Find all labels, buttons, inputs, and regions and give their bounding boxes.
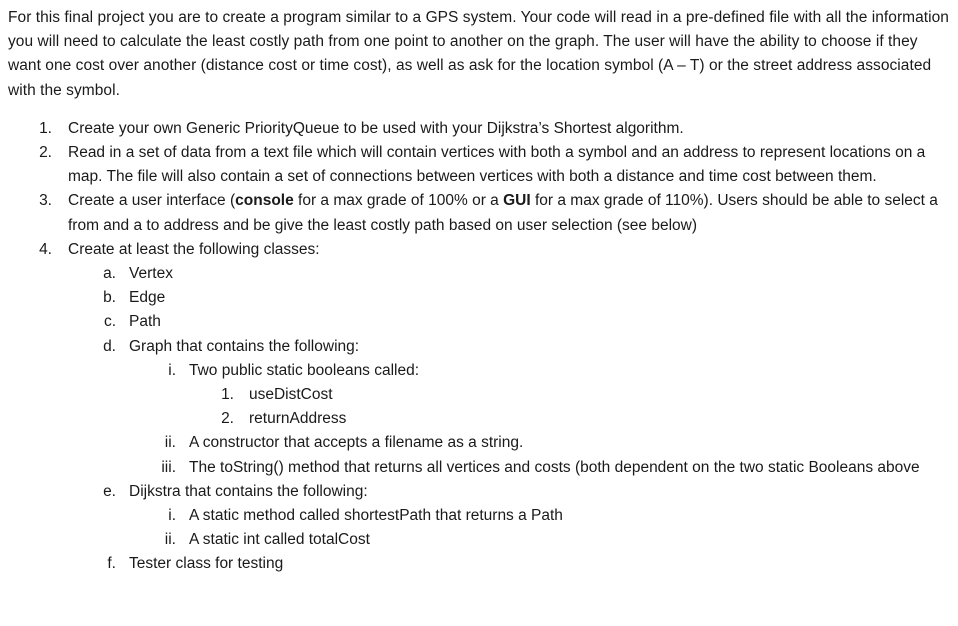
- dijkstra-item: [8, 504, 952, 528]
- list-letter: c.: [103, 313, 116, 331]
- class-item-path: [8, 310, 952, 334]
- list-letter: d.: [103, 337, 116, 355]
- list-letter: b.: [103, 289, 116, 307]
- list-number: 1.: [221, 386, 234, 404]
- list-item-text: Graph that contains the following:: [129, 337, 360, 355]
- requirements-list: [8, 117, 952, 577]
- list-item-text: useDistCost: [249, 386, 333, 404]
- list-letter: a.: [103, 265, 116, 283]
- bold-console: console: [235, 192, 294, 210]
- graph-item: [8, 359, 952, 383]
- list-item-text: Dijkstra that contains the following:: [129, 482, 368, 500]
- list-item: [8, 238, 952, 262]
- list-number: 3.: [39, 192, 52, 210]
- list-item-text: returnAddress: [249, 410, 347, 428]
- text-segment: for a max grade of 100% or a: [293, 192, 504, 210]
- text-segment: Create a user interface (: [68, 192, 236, 210]
- document: [8, 6, 952, 577]
- class-item-edge: [8, 286, 952, 310]
- intro-paragraph: For this final project you are to create a program similar to a GPS system. Your code will read in a pre-defined file with all the information you will need to calculate the least costly path from one point to another on the graph. The user will have the ability to choose if they want one cost over another (distance cost or time cost), as well as ask for the location symbol (A – T) or the street address associated with the symbol.: [8, 9, 949, 99]
- boolean-item: [8, 407, 952, 431]
- list-item-text: Tester class for testing: [129, 555, 284, 573]
- class-item-tester: [8, 552, 952, 576]
- bold-gui: GUI: [503, 192, 531, 210]
- list-item-text: Read in a set of data from a text file which will contain vertices with both a symbol and an address to represent locations on a map. The file will also contain a set of connections between vertices with both a distance and time cost between them.: [68, 144, 926, 186]
- list-item: [8, 189, 952, 237]
- list-roman: iii.: [161, 458, 176, 476]
- list-item-text: Two public static booleans called:: [189, 361, 420, 379]
- list-item-text: Vertex: [129, 265, 173, 283]
- list-item-text: The toString() method that returns all vertices and costs (both dependent on the two static Booleans above: [189, 458, 920, 476]
- list-number: 1.: [39, 119, 52, 137]
- list-item-text: Create your own Generic PriorityQueue to be used with your Dijkstra’s Shortest algorithm.: [68, 119, 684, 137]
- graph-item: [8, 456, 952, 480]
- list-item-text: Edge: [129, 289, 166, 307]
- list-item-text: A static int called totalCost: [189, 531, 370, 549]
- class-item-dijkstra: [8, 480, 952, 504]
- list-item-text: A constructor that accepts a filename as a string.: [189, 434, 524, 452]
- list-number: 2.: [221, 410, 234, 428]
- list-item-text: [68, 192, 938, 233]
- list-letter: f.: [107, 555, 116, 573]
- list-roman: ii.: [164, 531, 176, 549]
- list-letter: e.: [103, 482, 116, 500]
- list-item: [8, 141, 952, 189]
- list-number: 4.: [39, 240, 52, 258]
- list-roman: ii.: [164, 434, 176, 452]
- boolean-item: [8, 383, 952, 407]
- list-item: [8, 117, 952, 141]
- text-segment: for a max grade of 110%). Users should be able to select a from and a to address and be give the least costly path based on user selection (see below): [68, 192, 938, 234]
- dijkstra-item: [8, 528, 952, 552]
- class-item-graph: [8, 335, 952, 359]
- list-roman: i.: [168, 361, 176, 379]
- list-roman: i.: [168, 507, 176, 525]
- class-item-vertex: [8, 262, 952, 286]
- list-item-text: Create at least the following classes:: [68, 240, 320, 258]
- list-item-text: Path: [129, 313, 161, 331]
- list-number: 2.: [39, 144, 52, 162]
- graph-item: [8, 431, 952, 455]
- list-item-text: A static method called shortestPath that returns a Path: [189, 507, 563, 525]
